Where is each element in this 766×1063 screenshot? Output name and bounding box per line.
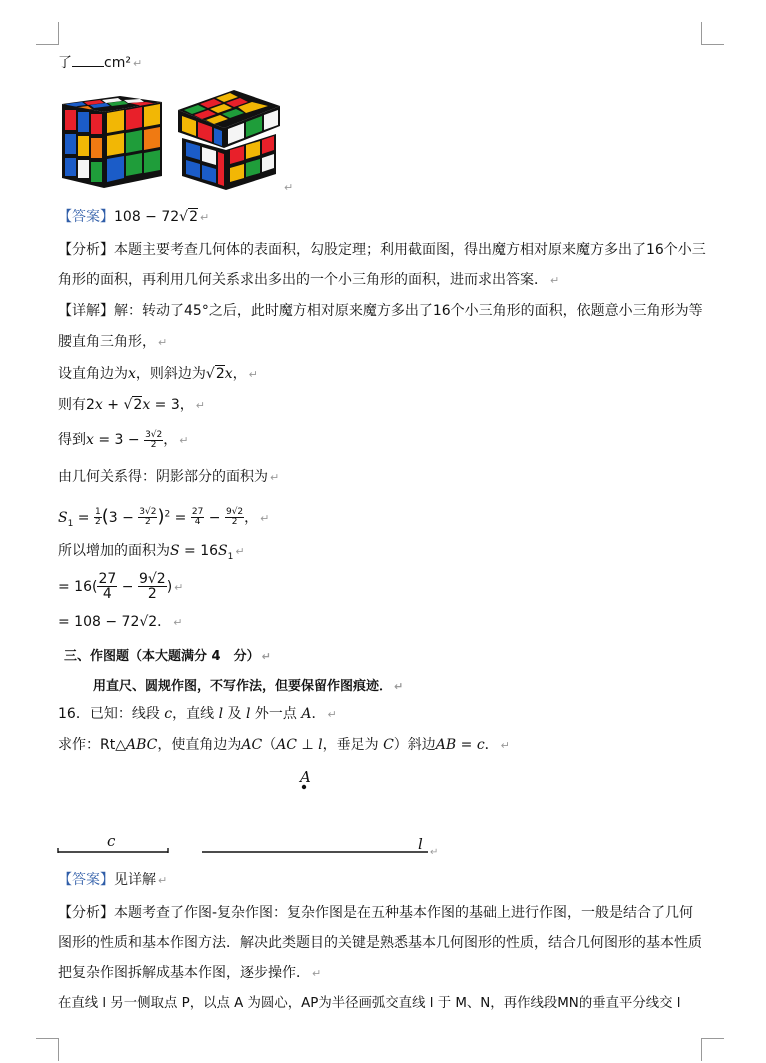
- detail-line-10: = 108 − 72√2． ↵: [58, 614, 183, 630]
- unit-label: cm²: [104, 55, 131, 71]
- answer-2-tag: 【答案】: [58, 872, 114, 888]
- answer-line: 【答案】108 − 72√2 ↵: [58, 209, 210, 225]
- question-16-line-1: 16．已知：线段 c，直线 l 及 l 外一点 A． ↵: [58, 706, 337, 722]
- answer-blank: [72, 52, 104, 67]
- crop-mark-top-right: [701, 22, 724, 45]
- detail-line-5: 得到x = 3 − $\frac{3√2}{2}$ ， ↵: [58, 429, 189, 450]
- label-c: c: [107, 832, 116, 850]
- analysis-2-line-3: 把复杂作图拆解成基本作图，逐步操作． ↵: [58, 965, 322, 981]
- question-16-line-2: 求作：Rt△ABC，使直角边为AC（AC ⊥ l，垂足为 C）斜边AB = c． ↵: [58, 737, 510, 753]
- detail-line-7: $S_1$ = $\frac{1}{2}$ (3 − $\frac{3√2}{2}$ )$^2$ = $\frac{27}{4}$ − $\frac{9√2}{2}$ ， ↵: [58, 505, 270, 529]
- answer-2-line: 【答案】见详解 ↵: [58, 872, 168, 888]
- rubiks-cube-solved-image: [58, 92, 166, 190]
- label-l: l: [418, 835, 423, 853]
- detail-line-8: 所以增加的面积为$S = 16S_1$ ↵: [58, 543, 245, 562]
- section-instruction: 用直尺、圆规作图，不写作法，但要保留作图痕迹． ↵: [93, 679, 404, 694]
- crop-mark-bottom-right: [701, 1038, 724, 1061]
- detail-line-1: 【详解】解：转动了45°之后，此时魔方相对原来魔方多出了16个小三角形的面积，依题意小三角形为等: [58, 303, 703, 319]
- detail-line-3: 设直角边为x，则斜边为√2x， ↵: [58, 366, 258, 382]
- crop-mark-bottom-left: [36, 1038, 59, 1061]
- continuation-line: 了 cm² ↵: [58, 52, 142, 74]
- detail-line-6: 由几何关系得：阴影部分的面积为 ↵: [58, 469, 280, 485]
- analysis-line-2: 角形的面积，再利用几何关系求出多出的一个小三角形的面积，进而求出答案． ↵: [58, 272, 560, 288]
- detail-tag: 【详解】: [58, 303, 114, 319]
- analysis-2-line-1: 【分析】本题考查了作图-复杂作图：复杂作图是在五种基本作图的基础上进行作图，一般是结合了几何: [58, 905, 694, 921]
- construction-figure: [50, 762, 470, 862]
- analysis-tag: 【分析】: [58, 242, 114, 258]
- analysis-line-1: 【分析】本题主要考查几何体的表面积，勾股定理；利用截面图，得出魔方相对原来魔方多出了16个小三: [58, 242, 706, 258]
- detail-line-9: = 16( $\frac{27}{4}$ − $\frac{9√2}{2}$ ) ↵: [58, 571, 184, 602]
- analysis-2-line-4: 在直线 l 另一侧取点 P，以点 A 为圆心，AP为半径画弧交直线 l 于 M、N，再作线段MN的垂直平分线交 l: [58, 996, 681, 1011]
- answer-tag: 【答案】: [58, 209, 114, 225]
- detail-line-2: 腰直角三角形， ↵: [58, 334, 168, 350]
- analysis-2-tag: 【分析】: [58, 905, 114, 921]
- rubiks-cube-twisted-image: [176, 88, 282, 192]
- answer-value: 108 − 72√2: [114, 209, 199, 225]
- label-A: A: [300, 768, 311, 786]
- crop-mark-top-left: [36, 22, 59, 45]
- section-title: 三、作图题（本大题满分 4 分） ↵: [64, 649, 271, 664]
- analysis-2-line-2: 图形的性质和基本作图方法．解决此类题目的关键是熟悉基本几何图形的性质，结合几何图形的基本性质: [58, 935, 702, 951]
- detail-line-4: 则有2x + √2x = 3， ↵: [58, 397, 205, 413]
- svg-text:↵: ↵: [430, 847, 439, 858]
